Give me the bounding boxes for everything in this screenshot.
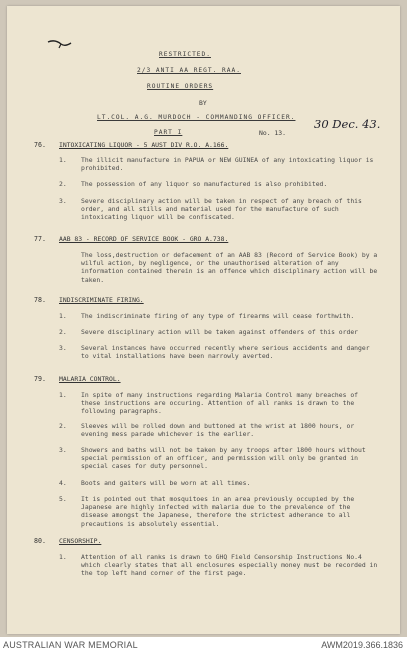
paragraph-text: Severe disciplinary action will be taken in respect of any breach of this order, and all stills and material used for the manufacture of such intoxicating liquor will be confiscated. bbox=[81, 197, 362, 222]
section-title: AAB 83 - RECORD OF SERVICE BOOK - GRO A.738. bbox=[59, 235, 229, 243]
paragraph-number: 3. bbox=[59, 197, 67, 205]
paragraph-number: 3. bbox=[59, 344, 67, 352]
paragraph-text: Boots and gaiters will be worn at all times. bbox=[81, 479, 251, 487]
order-number: No. 13. bbox=[259, 129, 286, 137]
accession-number: AWM2019.366.1836 bbox=[321, 640, 403, 650]
paragraph-number: 1. bbox=[59, 312, 67, 320]
paragraph-text: In spite of many instructions regarding Malaria Control many breaches of these instructions are occuring. Attention of all ranks is drawn to the following paragraphs. bbox=[81, 391, 359, 416]
unit-heading: 2/3 ANTI AA REGT. RAA. bbox=[137, 67, 241, 74]
paragraph-text: Severe disciplinary action will be taken against offenders of this order bbox=[81, 328, 359, 336]
paragraph-text: Attention of all ranks is drawn to GHQ Field Censorship Instructions No.4 which clearly states that all enclosures especially money must be recorded in the top left hand corner of the first page. bbox=[81, 553, 378, 578]
paragraph-text: Showers and baths will not be taken by any troops after 1800 hours without special permission of an officer, and permission will only be granted in special cases for duty personnel. bbox=[81, 446, 366, 471]
paragraph-number: 2. bbox=[59, 328, 67, 336]
section-number: 80. bbox=[34, 537, 46, 545]
paragraph-text: Several instances have occurred recently where serious accidents and danger to vital installations have been narrowly averted. bbox=[81, 344, 370, 361]
source-credit: AUSTRALIAN WAR MEMORIAL bbox=[3, 640, 138, 650]
section-title: INDISCRIMINATE FIRING. bbox=[59, 296, 144, 304]
paragraph-number: 3. bbox=[59, 446, 67, 454]
paragraph-number: 5. bbox=[59, 495, 67, 503]
section-number: 77. bbox=[34, 235, 46, 243]
paragraph-text: The indiscriminate firing of any type of firearms will cease forthwith. bbox=[81, 312, 355, 320]
paragraph-number: 1. bbox=[59, 553, 67, 561]
section-number: 78. bbox=[34, 296, 46, 304]
paragraph-text: The possession of any liquor so manufactured is also prohibited. bbox=[81, 180, 328, 188]
section-title: INTOXICATING LIQUOR - 5 AUST DIV R.O. A.166. bbox=[59, 141, 229, 149]
part-label: PART I bbox=[154, 129, 183, 136]
section-title: MALARIA CONTROL. bbox=[59, 375, 121, 383]
paragraph-number: 2. bbox=[59, 422, 67, 430]
paragraph-text: Sleeves will be rolled down and buttoned at the wrist at 1800 hours, or evening mess parade whichever is the earlier. bbox=[81, 422, 355, 439]
pen-mark bbox=[47, 38, 73, 50]
paragraph-number: 1. bbox=[59, 391, 67, 399]
paragraph-text: The loss,destruction or defacement of an AAB 83 (Record of Service Book) by a wilful action, by negligence, or the unauthorised alteration of any information contained therein is an offence which disciplinary action will be taken. bbox=[81, 251, 378, 284]
by-label: BY bbox=[199, 99, 207, 107]
section-number: 79. bbox=[34, 375, 46, 383]
handwritten-date: 30 Dec. 43. bbox=[314, 117, 381, 131]
archive-footer bbox=[0, 637, 407, 653]
paragraph-text: It is pointed out that mosquitoes in an area previously occupied by the Japanese are highly infected with malaria due to the prevalence of the disease amongst the Japanese, therefore the strictest adherance to all precautions is absolutely essential. bbox=[81, 495, 355, 528]
classification-heading: RESTRICTED. bbox=[159, 51, 211, 58]
orders-heading: ROUTINE ORDERS bbox=[147, 83, 214, 90]
document-page bbox=[7, 6, 400, 634]
paragraph-number: 2. bbox=[59, 180, 67, 188]
paragraph-text: The illicit manufacture in PAPUA or NEW GUINEA of any intoxicating liquor is prohibited. bbox=[81, 156, 374, 173]
paragraph-number: 1. bbox=[59, 156, 67, 164]
paragraph-number: 4. bbox=[59, 479, 67, 487]
section-number: 76. bbox=[34, 141, 46, 149]
section-title: CENSORSHIP. bbox=[59, 537, 102, 545]
commander-line: LT.COL. A.G. MURDOCH - COMMANDING OFFICER. bbox=[97, 114, 296, 121]
paragraph bbox=[59, 156, 381, 174]
